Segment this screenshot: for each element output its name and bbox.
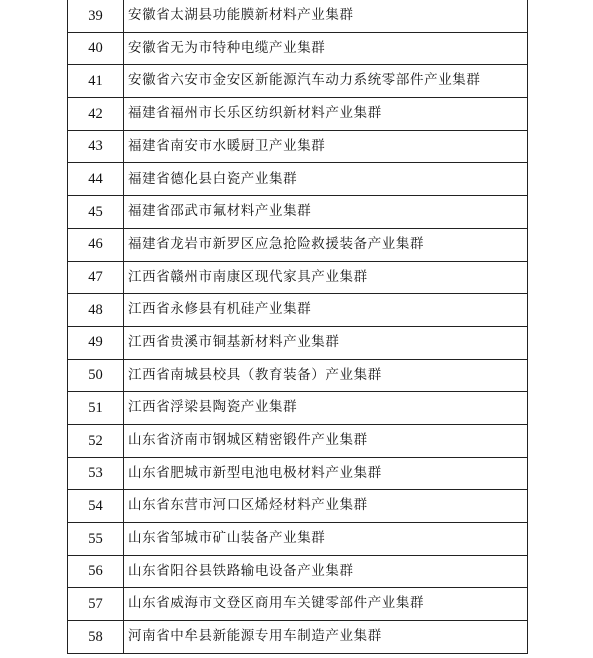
table-row <box>68 359 528 392</box>
cluster-name: 山东省济南市钢城区精密锻件产业集群 <box>124 424 528 457</box>
cluster-name: 福建省福州市长乐区纺织新材料产业集群 <box>124 98 528 131</box>
table-row <box>68 130 528 163</box>
cluster-name: 安徽省太湖县功能膜新材料产业集群 <box>124 0 528 32</box>
row-number: 45 <box>68 196 124 229</box>
cluster-name: 山东省东营市河口区烯烃材料产业集群 <box>124 490 528 523</box>
cluster-name: 山东省威海市文登区商用车关键零部件产业集群 <box>124 588 528 621</box>
table-row <box>68 555 528 588</box>
table-row <box>68 32 528 65</box>
row-number: 41 <box>68 65 124 98</box>
row-number: 43 <box>68 130 124 163</box>
table-row <box>68 392 528 425</box>
cluster-name: 河南省中牟县新能源专用车制造产业集群 <box>124 621 528 654</box>
row-number: 42 <box>68 98 124 131</box>
cluster-name: 江西省浮梁县陶瓷产业集群 <box>124 392 528 425</box>
row-number: 55 <box>68 523 124 556</box>
table-row <box>68 98 528 131</box>
row-number: 49 <box>68 326 124 359</box>
table-body <box>68 0 528 653</box>
row-number: 39 <box>68 0 124 32</box>
table-row <box>68 163 528 196</box>
table-row <box>68 621 528 654</box>
table-row <box>68 326 528 359</box>
table-row <box>68 196 528 229</box>
row-number: 56 <box>68 555 124 588</box>
row-number: 50 <box>68 359 124 392</box>
table-row <box>68 294 528 327</box>
cluster-name: 江西省永修县有机硅产业集群 <box>124 294 528 327</box>
cluster-name: 福建省邵武市氟材料产业集群 <box>124 196 528 229</box>
cluster-name: 福建省南安市水暖厨卫产业集群 <box>124 130 528 163</box>
row-number: 52 <box>68 424 124 457</box>
cluster-name: 山东省阳谷县铁路输电设备产业集群 <box>124 555 528 588</box>
row-number: 54 <box>68 490 124 523</box>
table-row <box>68 588 528 621</box>
table-row <box>68 65 528 98</box>
cluster-name: 江西省贵溪市铜基新材料产业集群 <box>124 326 528 359</box>
row-number: 53 <box>68 457 124 490</box>
row-number: 48 <box>68 294 124 327</box>
table-row <box>68 523 528 556</box>
cluster-list-table <box>67 0 528 654</box>
table-row <box>68 490 528 523</box>
table-row <box>68 0 528 32</box>
row-number: 57 <box>68 588 124 621</box>
table-row <box>68 424 528 457</box>
cluster-name: 江西省赣州市南康区现代家具产业集群 <box>124 261 528 294</box>
cluster-name: 安徽省六安市金安区新能源汽车动力系统零部件产业集群 <box>124 65 528 98</box>
table-row <box>68 261 528 294</box>
row-number: 58 <box>68 621 124 654</box>
row-number: 40 <box>68 32 124 65</box>
cluster-name: 福建省德化县白瓷产业集群 <box>124 163 528 196</box>
cluster-name: 福建省龙岩市新罗区应急抢险救援装备产业集群 <box>124 228 528 261</box>
table-row <box>68 457 528 490</box>
table-row <box>68 228 528 261</box>
row-number: 51 <box>68 392 124 425</box>
cluster-name: 山东省邹城市矿山装备产业集群 <box>124 523 528 556</box>
row-number: 47 <box>68 261 124 294</box>
row-number: 46 <box>68 228 124 261</box>
cluster-name: 安徽省无为市特种电缆产业集群 <box>124 32 528 65</box>
cluster-name: 山东省肥城市新型电池电极材料产业集群 <box>124 457 528 490</box>
row-number: 44 <box>68 163 124 196</box>
cluster-name: 江西省南城县校具（教育装备）产业集群 <box>124 359 528 392</box>
